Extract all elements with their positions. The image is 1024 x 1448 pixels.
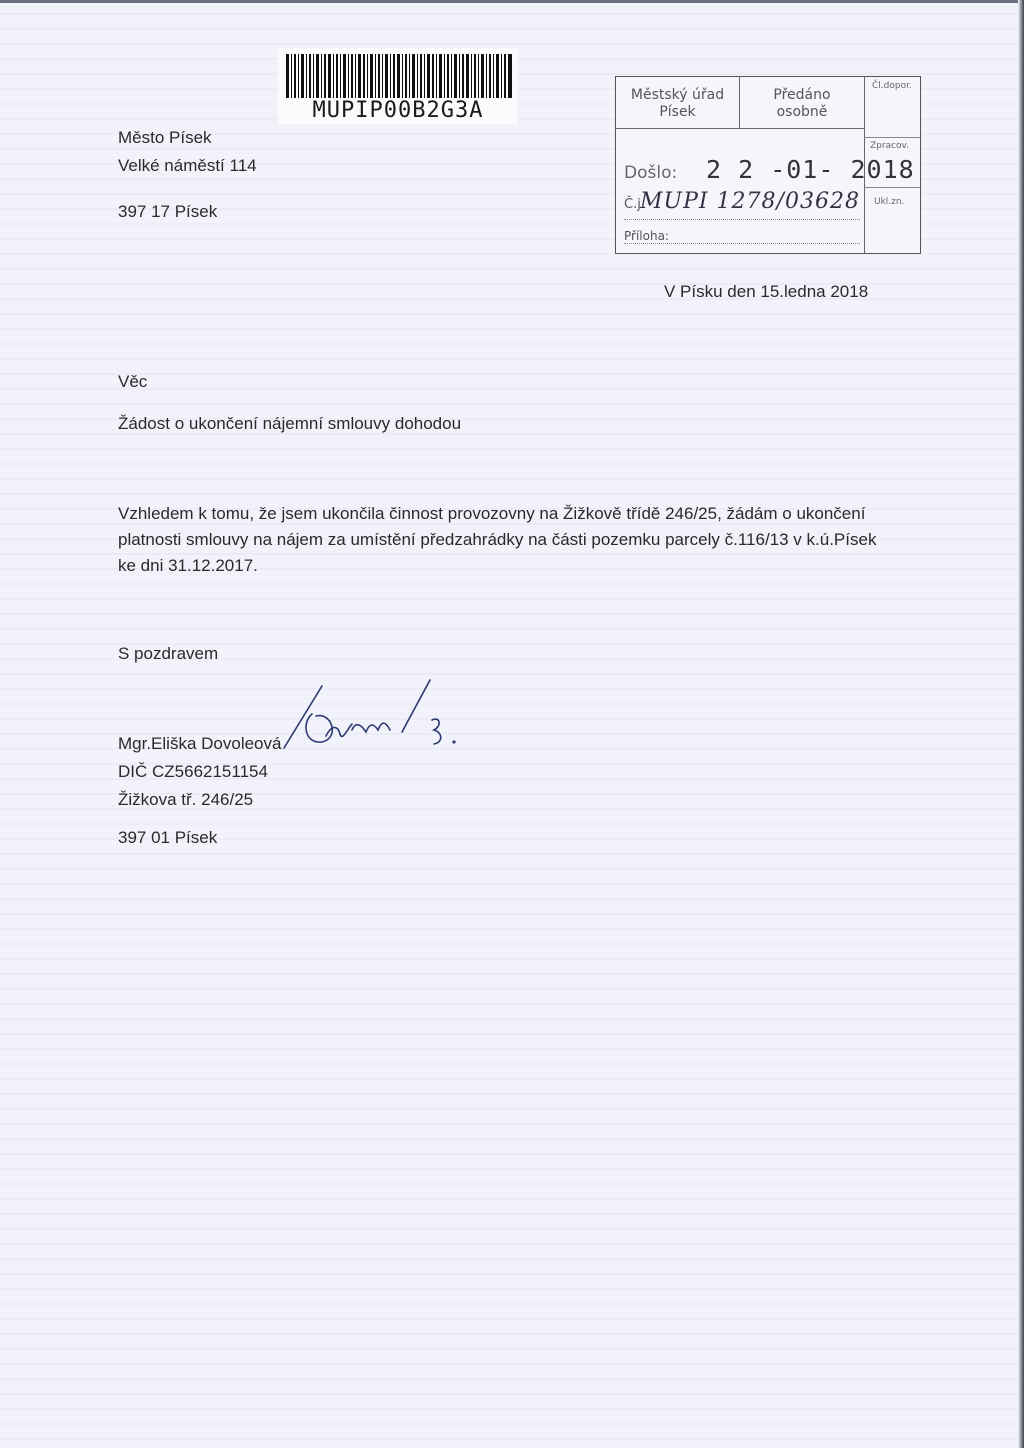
recipient-street: Velké náměstí 114 (118, 156, 257, 175)
handwritten-signature (282, 672, 462, 752)
body-line: ke dni 31.12.2017. (118, 556, 258, 575)
stamp-cj-label: Č.j. (624, 197, 645, 212)
stamp-office-line2: Písek (659, 104, 696, 120)
stamp-cl-dopor: Čl.dopor. (872, 81, 912, 91)
body-line: Vzhledem k tomu, že jsem ukončila činnost provozovny na Žižkově třídě 246/25, žádám o ukončení (118, 504, 866, 523)
scan-edge-top (0, 0, 1024, 3)
subject-text: Žádost o ukončení nájemní smlouvy dohodou (118, 414, 462, 433)
stamp-divider (864, 187, 920, 188)
stamp-ukl-zn: Ukl.zn. (874, 197, 905, 207)
stamp-delivery-line1: Předáno (773, 87, 831, 103)
stamp-office (616, 77, 740, 129)
stamp-priloha: Příloha: (624, 229, 860, 244)
signatory-name: Mgr.Eliška Dovoleová (118, 734, 282, 753)
barcode-number: MUPIP00B2G3A (312, 98, 484, 123)
subject-label: Věc (118, 372, 148, 391)
stamp-zpracov: Zpracov. (870, 141, 910, 151)
registry-stamp (615, 76, 921, 254)
stamp-cj-handwritten: MUPI 1278/03628 (640, 189, 860, 214)
stamp-received-date: 2 2 -01- 2018 (706, 155, 915, 184)
recipient-address (118, 124, 257, 226)
body-line: platnosti smlouvy na nájem za umístění předzahrádky na části pozemku parcely č.116/13 v k.ú.Písek (118, 530, 877, 549)
stamp-delivery (740, 77, 864, 129)
signatory-city: 397 01 Písek (118, 828, 218, 847)
stamp-divider (864, 137, 920, 138)
stamp-doslo-label: Došlo: (624, 163, 678, 183)
greeting: S pozdravem (118, 644, 219, 663)
signatory-dic: DIČ CZ5662151154 (118, 762, 268, 781)
letter-date: V Písku den 15.ledna 2018 (664, 282, 869, 301)
recipient-name: Město Písek (118, 128, 212, 147)
letter-body (118, 501, 898, 579)
barcode-label (278, 48, 518, 124)
stamp-office-line1: Městský úřad (630, 87, 725, 103)
signatory-block (118, 730, 281, 814)
scan-edge-right (1018, 0, 1024, 1448)
recipient-city: 397 17 Písek (118, 202, 218, 221)
signatory-street: Žižkova tř. 246/25 (118, 790, 254, 809)
barcode-graphic (286, 54, 512, 98)
stamp-delivery-line2: osobně (776, 104, 828, 120)
